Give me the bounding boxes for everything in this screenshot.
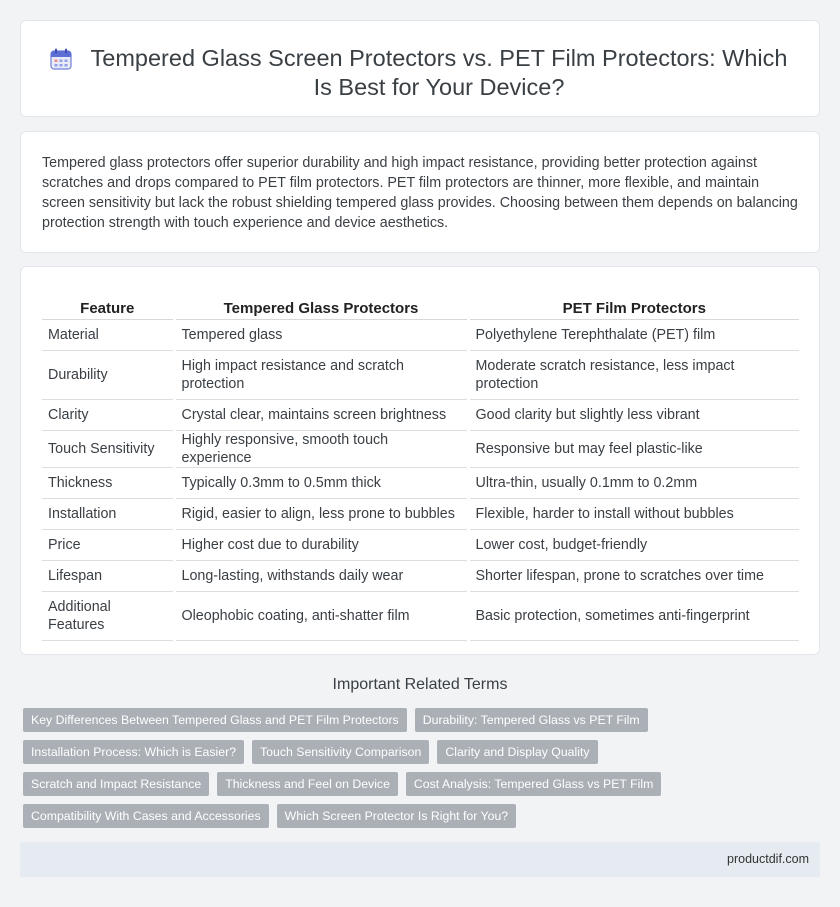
table-row [42,350,799,399]
related-term-tag[interactable]: Which Screen Protector Is Right for You? [277,804,517,828]
related-term-tag[interactable]: Clarity and Display Quality [437,740,597,764]
row-pet-value: Responsive but may feel plastic-like [468,430,799,467]
related-term-tag[interactable]: Installation Process: Which is Easier? [23,740,244,764]
related-term-tag[interactable]: Touch Sensitivity Comparison [252,740,429,764]
row-feature: Clarity [42,399,174,430]
related-terms-heading: Important Related Terms [332,676,508,693]
row-tempered-value: Higher cost due to durability [174,529,468,560]
intro-paragraph: Tempered glass protectors offer superior durability and high impact resistance, providing better protection against scratches and drops compared to PET film protectors. PET film protectors are thinner, more flexible, and maintain screen sensitivity but lack the robust shielding tempered glass provides. Choosing between them depends on balancing protection strength with touch experience and device aesthetics. [42,155,798,231]
row-pet-value: Moderate scratch resistance, less impact protection [468,350,799,399]
table-row [42,430,799,467]
row-feature: Lifespan [42,560,174,591]
row-tempered-value: Rigid, easier to align, less prone to bubbles [174,498,468,529]
row-tempered-value: Long-lasting, withstands daily wear [174,560,468,591]
related-term-tag[interactable]: Key Differences Between Tempered Glass and PET Film Protectors [23,708,407,732]
row-feature: Thickness [42,467,174,498]
row-feature: Touch Sensitivity [42,430,174,467]
row-feature: Durability [42,350,174,399]
related-term-tag[interactable]: Scratch and Impact Resistance [23,772,209,796]
column-header-pet-film: PET Film Protectors [468,294,799,319]
table-row [42,498,799,529]
page-title: Tempered Glass Screen Protectors vs. PET Film Protectors: Which Is Best for Your Device? [90,45,788,100]
related-term-tag[interactable]: Durability: Tempered Glass vs PET Film [415,708,648,732]
row-feature: Material [42,319,174,350]
row-feature: Installation [42,498,174,529]
row-pet-value: Polyethylene Terephthalate (PET) film [468,319,799,350]
comparison-table-card [20,266,820,655]
row-pet-value: Basic protection, sometimes anti-fingerprint [468,591,799,640]
table-row [42,399,799,430]
row-pet-value: Good clarity but slightly less vibrant [468,399,799,430]
row-feature: Additional Features [42,591,174,640]
column-header-tempered-glass: Tempered Glass Protectors [174,294,468,319]
row-feature: Price [42,529,174,560]
comparison-table [42,294,799,641]
title-wrap [41,44,799,102]
row-tempered-value: Oleophobic coating, anti-shatter film [174,591,468,640]
related-term-tag[interactable]: Cost Analysis: Tempered Glass vs PET Film [406,772,661,796]
column-header-feature: Feature [42,294,174,319]
row-tempered-value: Typically 0.3mm to 0.5mm thick [174,467,468,498]
intro-card [20,131,820,253]
table-row [42,467,799,498]
table-row [42,560,799,591]
related-term-tag[interactable]: Thickness and Feel on Device [217,772,398,796]
row-tempered-value: Highly responsive, smooth touch experience [174,430,468,467]
table-row [42,529,799,560]
row-tempered-value: High impact resistance and scratch protection [174,350,468,399]
table-header-row [42,294,799,319]
footer [20,842,820,877]
header-card [20,20,820,117]
table-row [42,591,799,640]
row-tempered-value: Tempered glass [174,319,468,350]
table-row [42,319,799,350]
related-term-tag[interactable]: Compatibility With Cases and Accessories [23,804,269,828]
row-pet-value: Lower cost, budget-friendly [468,529,799,560]
row-pet-value: Ultra-thin, usually 0.1mm to 0.2mm [468,467,799,498]
row-pet-value: Flexible, harder to install without bubbles [468,498,799,529]
related-terms-list [23,708,783,828]
footer-brand[interactable]: productdif.com [727,852,809,866]
row-tempered-value: Crystal clear, maintains screen brightness [174,399,468,430]
row-pet-value: Shorter lifespan, prone to scratches over time [468,560,799,591]
